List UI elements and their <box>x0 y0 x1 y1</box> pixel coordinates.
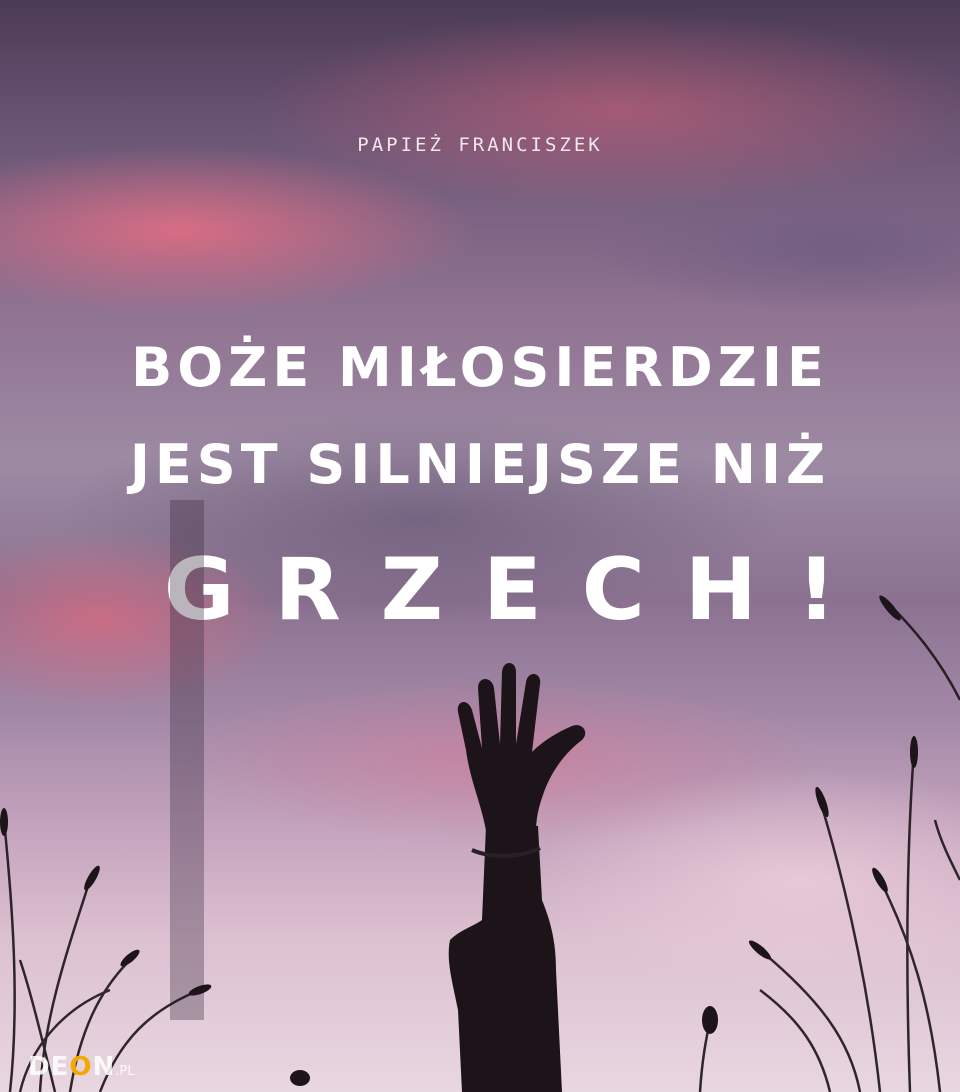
logo-tld: .PL <box>115 1064 135 1079</box>
arm <box>449 826 562 1092</box>
logo-mark: O <box>69 1052 93 1082</box>
raised-hand <box>458 663 585 832</box>
grass-right <box>700 605 960 1092</box>
logo-prefix: DE <box>28 1052 70 1082</box>
blurred-post <box>170 500 204 1020</box>
deon-logo <box>28 1052 134 1082</box>
quote-line-1: BOŻE MIŁOSIERDZIE <box>131 336 829 399</box>
quote-author: PAPIEŻ FRANCISZEK <box>357 134 603 156</box>
logo-suffix: N <box>92 1052 116 1082</box>
quote-line-3: GRZECH! <box>163 540 877 640</box>
quote-line-2: JEST SILNIEJSZE NIŻ <box>129 433 831 496</box>
